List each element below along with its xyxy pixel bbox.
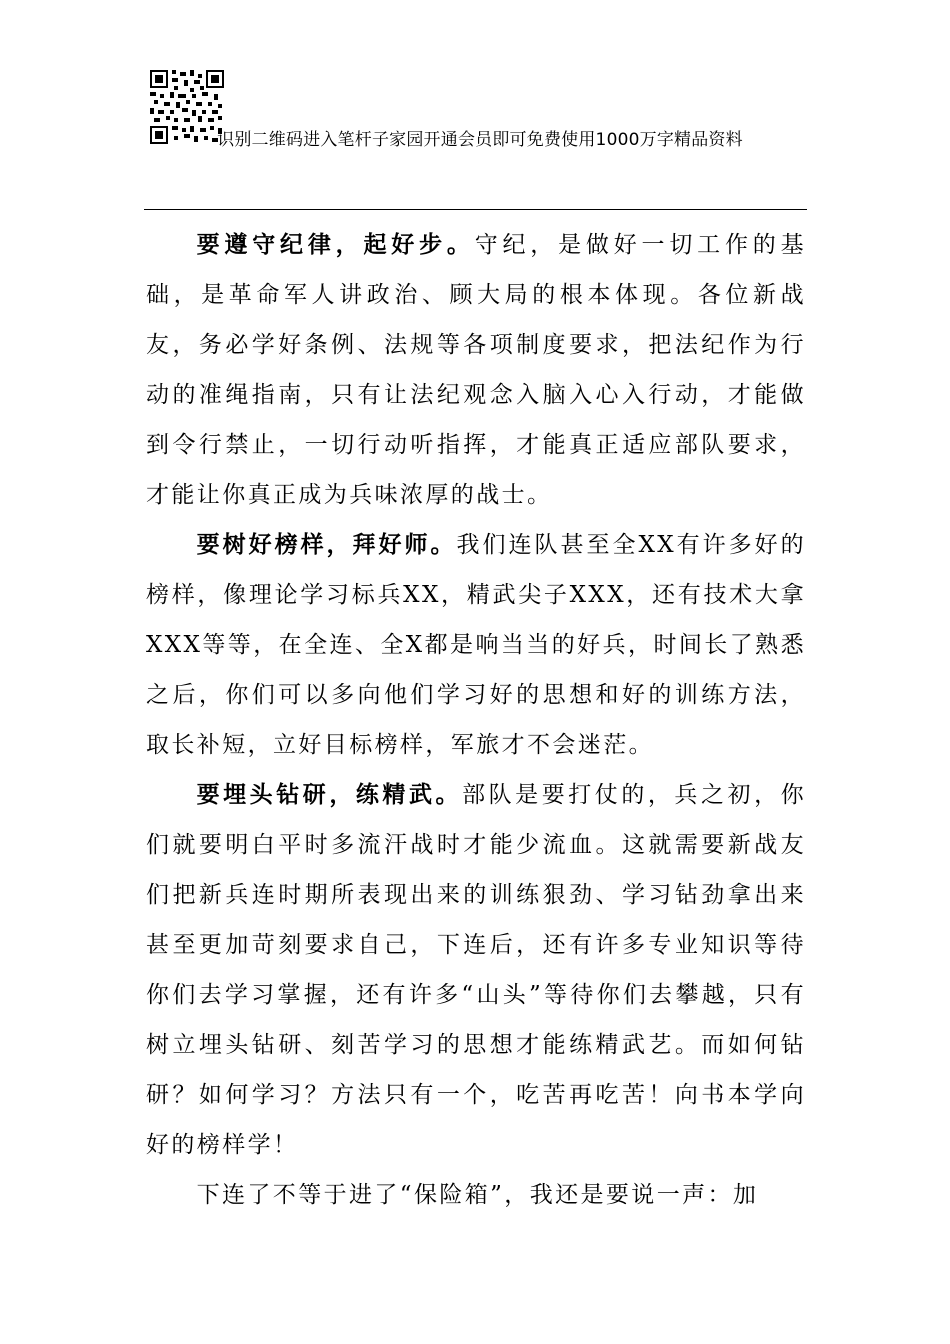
- page-header: [0, 0, 950, 212]
- paragraph-text: 守纪，是做好一切工作的基础，是革命军人讲政治、顾大局的根本体现。各位新战友，务必学好条例、法规等各项制度要求，把法纪作为行动的准绳指南，只有让法纪观念入脑入心入行动，才能做到令行禁止，一切行动听指挥，才能真正适应部队要求，才能让你真正成为兵味浓厚的战士。: [146, 232, 806, 508]
- paragraph: [146, 220, 806, 520]
- paragraph-heading: 要遵守纪律，起好步。: [196, 231, 475, 258]
- paragraph-heading: 要树好榜样，拜好师。: [196, 531, 457, 558]
- header-divider: [144, 209, 807, 210]
- paragraph-text: 下连了不等于进了“保险箱”，我还是要说一声：加: [196, 1182, 759, 1208]
- document-body: [146, 220, 806, 1220]
- paragraph-text: 部队是要打仗的，兵之初，你们就要明白平时多流汗战时才能少流血。这就需要新战友们把新兵连时期所表现出来的训练狠劲、学习钻劲拿出来甚至更加苛刻要求自己，下连后，还有许多专业知识等待你们去学习掌握，还有许多“山头”等待你们去攀越，只有树立埋头钻研、刻苦学习的思想才能练精武艺。而如何钻研？如何学习？方法只有一个，吃苦再吃苦！向书本学向好的榜样学！: [146, 782, 807, 1158]
- paragraph: [146, 1170, 806, 1220]
- paragraph: [146, 520, 806, 770]
- promo-text: 识别二维码进入笔杆子家园开通会员即可免费使用1000万字精品资料: [217, 130, 743, 150]
- paragraph-text: 我们连队甚至全XX有许多好的榜样，像理论学习标兵XX，精武尖子XXX，还有技术大拿XXX等等，在全连、全X都是响当当的好兵，时间长了熟悉之后，你们可以多向他们学习好的思想和好的训练方法，取长补短，立好目标榜样，军旅才不会迷茫。: [146, 532, 806, 758]
- paragraph: [146, 770, 806, 1170]
- paragraph-heading: 要埋头钻研，练精武。: [196, 781, 463, 808]
